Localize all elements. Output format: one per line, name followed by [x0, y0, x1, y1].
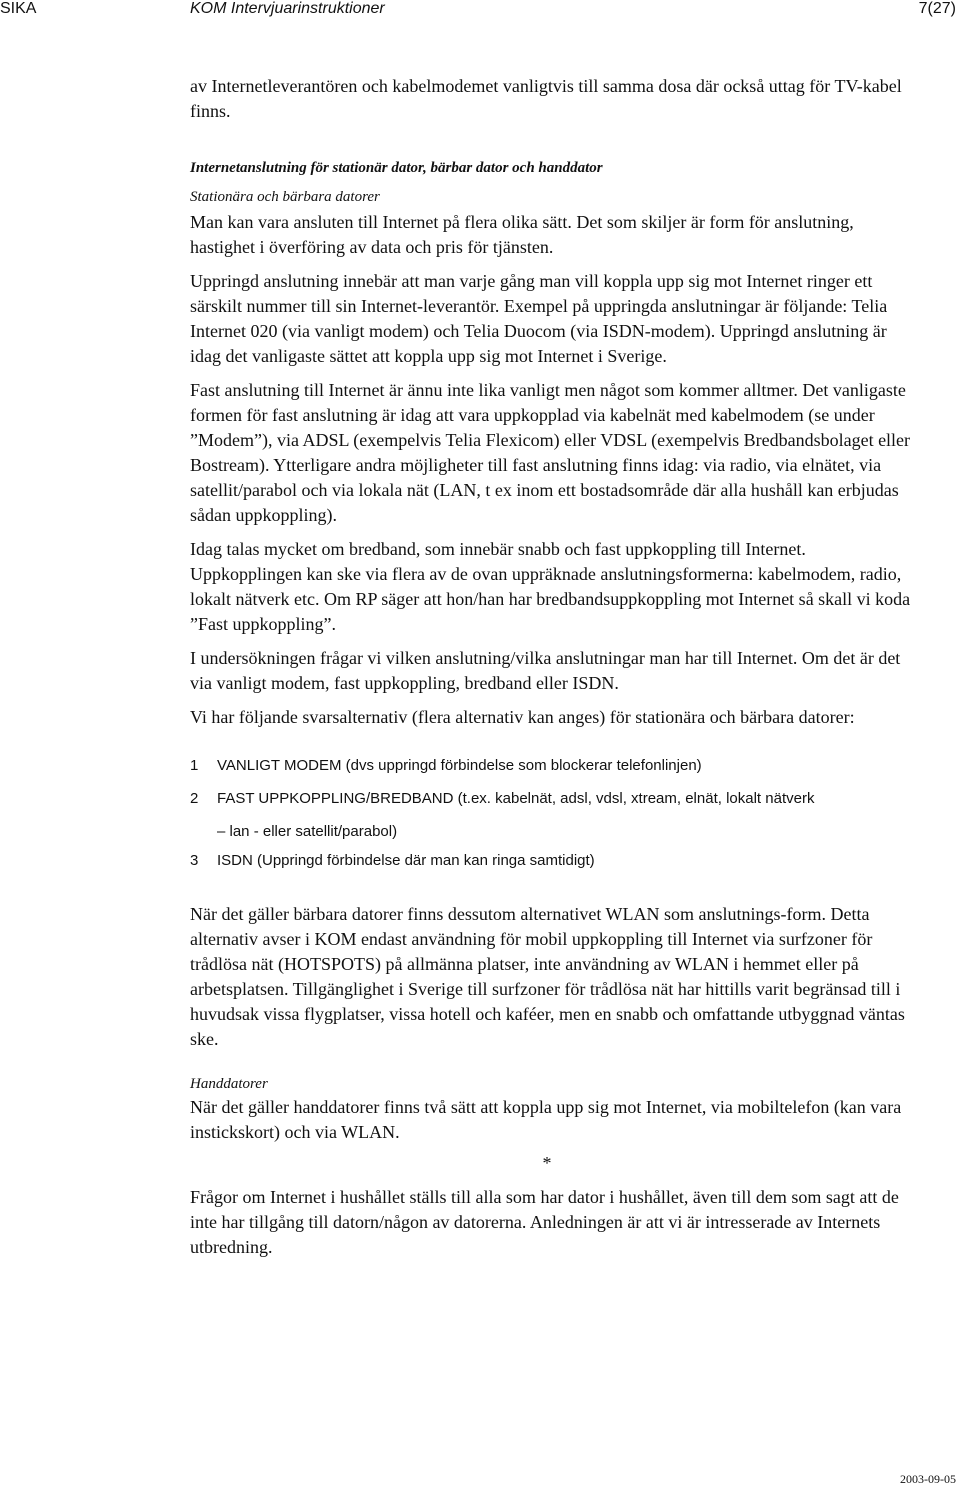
paragraph-handheld: När det gäller handdatorer finns två sätt att koppla upp sig mot Internet, via mobiltelefon (kan vara instickskort) och via WLAN.: [190, 1097, 902, 1142]
paragraph-wlan: När det gäller bärbara datorer finns dessutom alternativet WLAN som anslutnings-form. Detta alternativ avser i KOM endast användning för mobil uppkoppling till Internet via surfzoner för trådlösa nät (HOTSPOTS) på allmänna platser, inte användning av WLAN i hemmet eller på arbetsplatsen. Tillgänglighet i Sverige till surfzoner för trådlösa nät har hittills varit begränsad till i huvudsak vissa flygplatser, vissa hotell och kaféer, men en snabb och omfattande utbyggnad väntas ske.: [190, 904, 905, 1049]
subsection-title-stationary: Stationära och bärbara datorer: [190, 189, 380, 205]
intro-paragraph: av Internetleverantören och kabelmodemet vanligtvis till samma dosa där också uttag för TV-kabel finns.: [190, 76, 902, 121]
header-org: SIKA: [0, 0, 37, 17]
paragraph-broadband: Idag talas mycket om bredband, som innebär snabb och fast uppkoppling till Internet. Uppkopplingen kan ske via flera av de ovan uppräknade anslutningsformerna: kabelmodem, radio, lokalt nätverk etc. Om RP säger att hon/han har bredbandsuppkoppling mot Internet så skall vi koda ”Fast uppkoppling”.: [190, 539, 911, 634]
page-body: [190, 74, 920, 1260]
header-doc-title: KOM Intervjuarinstruktioner: [190, 0, 385, 17]
paragraph-fixed-connection: Fast anslutning till Internet är ännu inte lika vanligt men något som kommer alltmer. Det vanligaste formen för fast anslutning är idag att vara uppkopplad via kabelnät med kabelmodem (se under ”Modem”), via ADSL (exempelvis Telia Flexicom) eller VDSL (exempelvis Bredbandsbolaget eller Bostream). Ytterligare andra möjligheter till fast anslutning finns idag: via radio, via elnätet, via satellit/parabol och via lokala nät (LAN, t ex inom ett bostadsområde där alla hushåll kan erbjudas sådan uppkoppling).: [190, 380, 911, 525]
section-separator: *: [542, 1153, 552, 1173]
paragraph-connection-ways: Man kan vara ansluten till Internet på flera olika sätt. Det som skiljer är form för anslutning, hastighet i överföring av data och pris för tjänsten.: [190, 212, 854, 257]
paragraph-dialup: Uppringd anslutning innebär att man varje gång man vill koppla upp sig mot Internet ringer ett särskilt nummer till sin Internet-leverantör. Exempel på uppringda anslutningar är följande: Telia Internet 020 (via vanligt modem) och Telia Duocom (via ISDN-modem). Uppringd anslutning är idag det vanligaste sättet att koppla upp sig mot Internet i Sverige.: [190, 271, 888, 366]
answer-option: [190, 756, 920, 776]
answer-option-text: FAST UPPKOPPLING/BREDBAND (t.ex. kabelnät, adsl, vdsl, xtream, elnät, lokalt nätverk: [217, 790, 815, 807]
footer-date: 2003-09-05: [900, 1472, 956, 1486]
subsection-title-handheld: Handdatorer: [190, 1076, 268, 1092]
page-header: [0, 0, 960, 24]
answer-option-number: 1: [190, 757, 199, 774]
answer-option-number: 3: [190, 852, 199, 869]
answer-option-text: ISDN (Uppringd förbindelse där man kan ringa samtidigt): [217, 852, 595, 869]
answer-option-continuation: – lan - eller satellit/parabol): [217, 823, 398, 840]
answer-option-number: 2: [190, 790, 199, 807]
paragraph-survey-question: I undersökningen frågar vi vilken anslutning/vilka anslutningar man har till Internet. Om det är det via vanligt modem, fast uppkoppling, bredband eller ISDN.: [190, 648, 901, 693]
paragraph-household-internet: Frågor om Internet i hushållet ställs till alla som har dator i hushållet, även till dem som sagt att de inte har tillgång till datorn/någon av datorerna. Anledningen är att vi är intresserade av Internets utbredning.: [190, 1187, 899, 1257]
answer-option: [190, 851, 920, 871]
answer-option: [190, 789, 920, 809]
answer-option-text: VANLIGT MODEM (dvs uppringd förbindelse som blockerar telefonlinjen): [217, 757, 702, 774]
paragraph-answer-options-intro: Vi har följande svarsalternativ (flera alternativ kan anges) för stationära och bärbara datorer:: [190, 707, 855, 727]
answer-options-list: [190, 756, 920, 871]
section-title: Internetanslutning för stationär dator, bärbar dator och handdator: [190, 160, 603, 176]
header-page-number: 7(27): [918, 0, 956, 17]
